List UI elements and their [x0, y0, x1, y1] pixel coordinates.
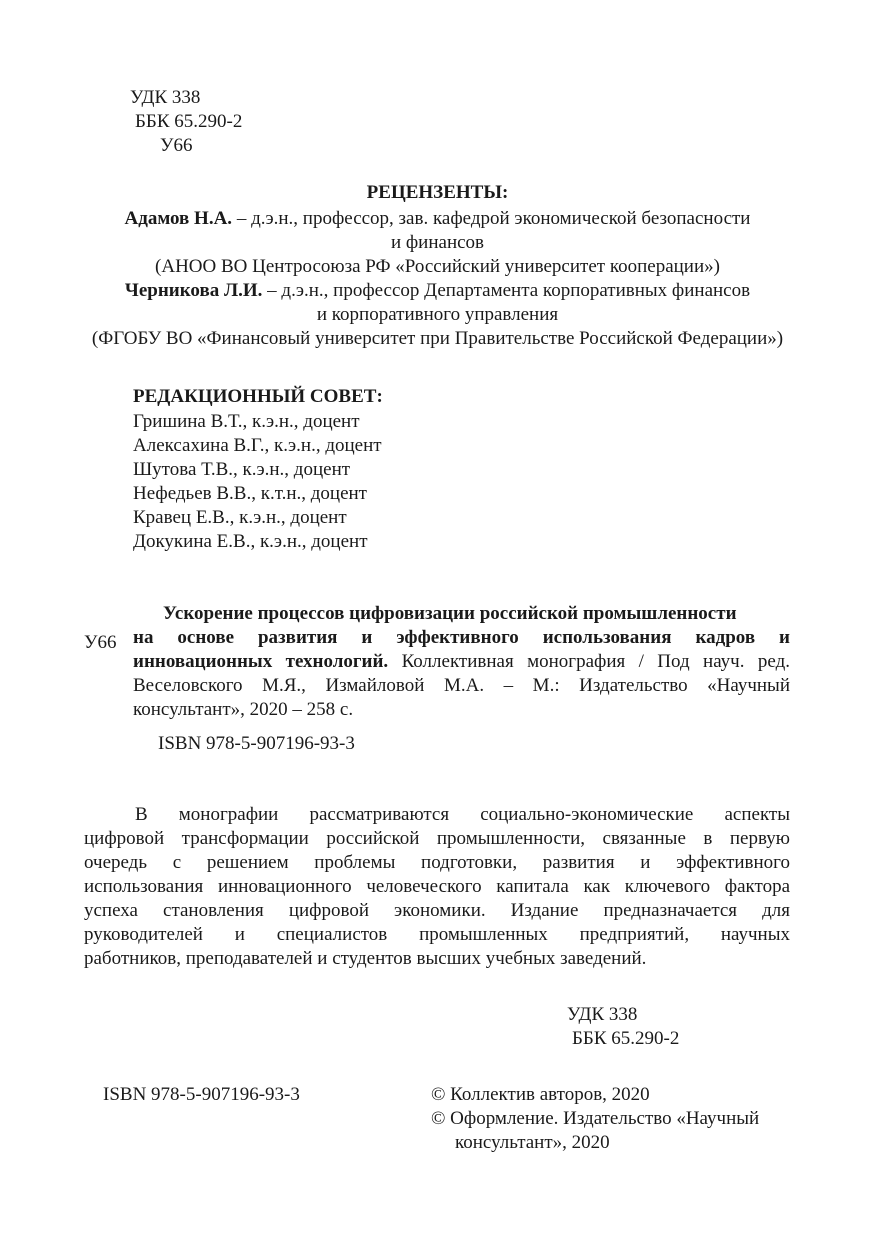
bib-isbn: ISBN 978-5-907196-93-3 [158, 733, 355, 754]
board-member: Нефедьев В.В., к.т.н., доцент [133, 483, 367, 504]
copyright-design-line2: консультант», 2020 [455, 1132, 610, 1153]
abstract-line: очередь с решением проблемы подготовки, развития и эффективного [84, 852, 790, 873]
bbk-code: ББК 65.290-2 [135, 111, 243, 132]
copyright-design-line1: © Оформление. Издательство «Научный [431, 1108, 760, 1129]
reviewer-2-line2: и корпоративного управления [316, 304, 559, 325]
reviewer-1-org: (АНОО ВО Центросоюза РФ «Российский университет кооперации») [155, 256, 720, 277]
abstract-line: руководителей и специалистов промышленных предприятий, научных [84, 924, 790, 945]
reviewer-2-line1: Черникова Л.И. – д.э.н., профессор Департамента корпоративных финансов [124, 280, 751, 301]
footer-isbn: ISBN 978-5-907196-93-3 [103, 1084, 300, 1105]
board-member: Шутова Т.В., к.э.н., доцент [133, 459, 351, 480]
abstract-line: В монографии рассматриваются социально-экономические аспекты [135, 804, 790, 825]
reviewer-1-line2: и финансов [390, 232, 485, 253]
bib-title-line1: Ускорение процессов цифровизации российской промышленности [163, 603, 737, 624]
reviewer-1-line1: Адамов Н.А. – д.э.н., профессор, зав. кафедрой экономической безопасности [124, 208, 751, 229]
board-member: Докукина Е.В., к.э.н., доцент [133, 531, 368, 552]
bib-line4: Веселовского М.Я., Измайловой М.А. – М.: Издательство «Научный [133, 675, 790, 696]
board-member: Кравец Е.В., к.э.н., доцент [133, 507, 347, 528]
bib-line5: консультант», 2020 – 258 с. [133, 699, 354, 720]
bib-title-line2: на основе развития и эффективного использования кадров и [133, 627, 790, 648]
bib-author-mark: У66 [84, 632, 117, 653]
abstract-line: цифровой трансформации российской промышленности, связанные в первую [84, 828, 790, 849]
abstract-line: работников, преподавателей и студентов высших учебных заведений. [84, 948, 647, 969]
abstract-line: использования инновационного человеческого капитала как ключевого фактора [84, 876, 790, 897]
reviewer-2-name: Черникова Л.И. [124, 280, 263, 301]
board-member: Гришина В.Т., к.э.н., доцент [133, 411, 360, 432]
abstract-line: успеха становления цифровой экономики. Издание предназначается для [84, 900, 790, 921]
reviewers-heading: РЕЦЕНЗЕНТЫ: [366, 182, 509, 203]
board-heading: РЕДАКЦИОННЫЙ СОВЕТ: [133, 386, 383, 407]
reviewer-2-org: (ФГОБУ ВО «Финансовый университет при Правительстве Российской Федерации») [91, 328, 784, 349]
copyright-authors: © Коллектив авторов, 2020 [431, 1084, 650, 1105]
footer-bbk: ББК 65.290-2 [572, 1028, 680, 1049]
udk-code: УДК 338 [130, 87, 201, 108]
author-mark: У66 [160, 135, 193, 156]
bib-line3: инновационных технологий. Коллективная монография / Под науч. ред. [133, 651, 790, 672]
footer-udk: УДК 338 [567, 1004, 638, 1025]
board-member: Алексахина В.Г., к.э.н., доцент [133, 435, 382, 456]
reviewer-1-name: Адамов Н.А. [124, 208, 233, 229]
